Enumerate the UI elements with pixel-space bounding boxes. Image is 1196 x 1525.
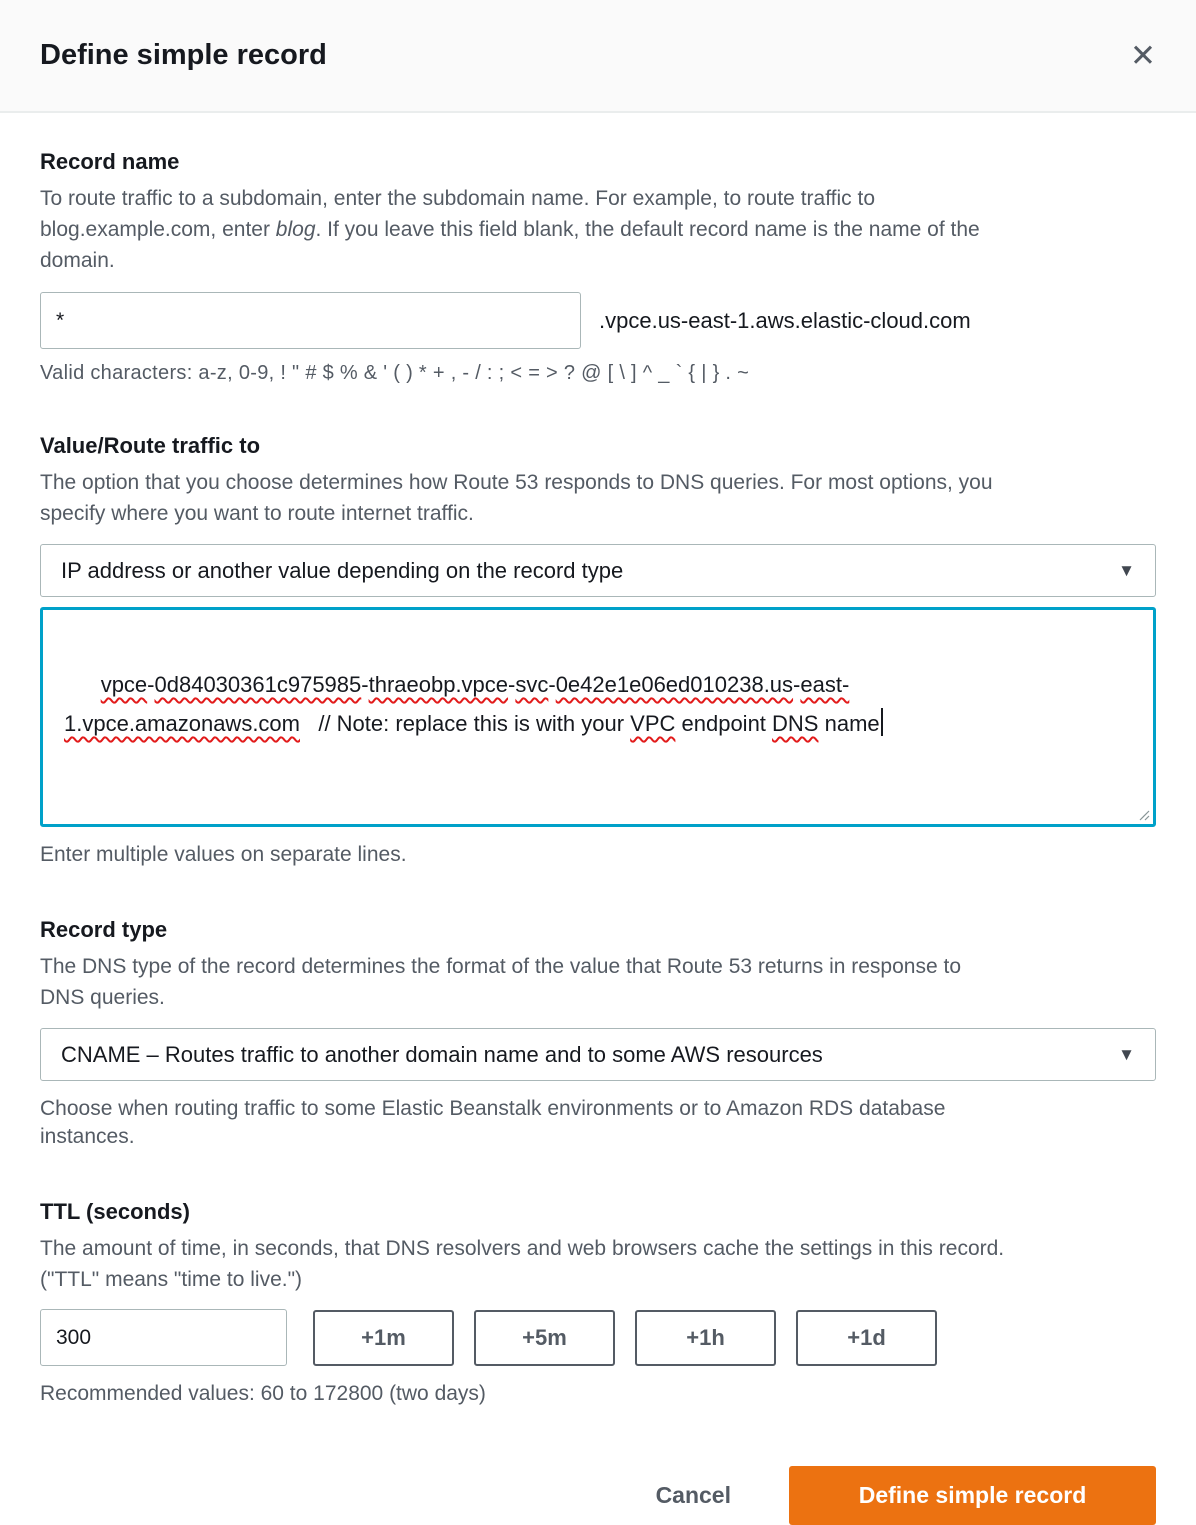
value-type-select[interactable] — [40, 544, 1156, 597]
record-type-section — [40, 917, 1156, 1151]
ttl-input[interactable] — [40, 1309, 287, 1366]
define-simple-record-button[interactable]: Define simple record — [789, 1466, 1156, 1525]
record-type-description: The DNS type of the record determines the format of the value that Route 53 returns in response to DNS queries. — [40, 955, 961, 1009]
ttl-description: The amount of time, in seconds, that DNS resolvers and web browsers cache the settings in this record. ("TTL" means "time to live.") — [40, 1237, 1005, 1291]
valid-characters-note: Valid characters: a-z, 0-9, ! " # $ % & ' ( ) * + , - / : ; < = > ? @ [ \ ] ^ _ ` { | } . ~ — [40, 362, 750, 384]
value-type-selected-option: IP address or another value depending on the record type — [61, 557, 624, 583]
record-name-label: Record name — [40, 149, 180, 174]
record-name-input[interactable] — [40, 292, 581, 349]
ttl-section — [40, 1199, 1156, 1408]
record-name-section — [40, 149, 1156, 385]
domain-suffix: .vpce.us-east-1.aws.elastic-cloud.com — [599, 307, 971, 333]
value-hint: Enter multiple values on separate lines. — [40, 843, 407, 866]
chevron-down-icon: ▼ — [1118, 560, 1135, 580]
value-route-section — [40, 433, 1156, 869]
cancel-button[interactable]: Cancel — [655, 1482, 731, 1508]
value-textarea-content: vpce-0d84030361c975985-thraeobp.vpce-svc-0e42e1e06ed010238.us-east- 1.vpce.amazonaws.com // Note: replace this is with your VPC endpoint DNS name — [64, 672, 883, 736]
close-button[interactable] — [1130, 40, 1156, 71]
close-icon: ✕ — [1130, 38, 1156, 73]
dialog-body — [0, 113, 1196, 1408]
value-textarea[interactable] — [40, 607, 1156, 827]
record-type-selected-option: CNAME – Routes traffic to another domain name and to some AWS resources — [61, 1041, 823, 1067]
page-title: Define simple record — [40, 39, 327, 71]
record-type-label: Record type — [40, 917, 168, 942]
record-type-select[interactable] — [40, 1028, 1156, 1081]
ttl-plus-1d-button[interactable]: +1d — [796, 1310, 937, 1366]
chevron-down-icon: ▼ — [1118, 1044, 1135, 1064]
value-route-label: Value/Route traffic to — [40, 433, 261, 458]
dialog-footer — [0, 1466, 1196, 1525]
resize-handle-icon[interactable] — [1136, 807, 1150, 821]
dialog-header — [0, 0, 1196, 113]
ttl-plus-1m-button[interactable]: +1m — [313, 1310, 454, 1366]
record-type-hint: Choose when routing traffic to some Elastic Beanstalk environments or to Amazon RDS database instances. — [40, 1097, 946, 1148]
value-route-description: The option that you choose determines how Route 53 responds to DNS queries. For most options, you specify where you want to route internet traffic. — [40, 471, 993, 525]
record-name-description: To route traffic to a subdomain, enter the subdomain name. For example, to route traffic to blog.example.com, enter blog. If you leave this field blank, the default record name is the name of the domain. — [40, 187, 980, 272]
ttl-hint: Recommended values: 60 to 172800 (two days) — [40, 1382, 486, 1405]
ttl-plus-5m-button[interactable]: +5m — [474, 1310, 615, 1366]
ttl-plus-1h-button[interactable]: +1h — [635, 1310, 776, 1366]
ttl-label: TTL (seconds) — [40, 1199, 190, 1224]
